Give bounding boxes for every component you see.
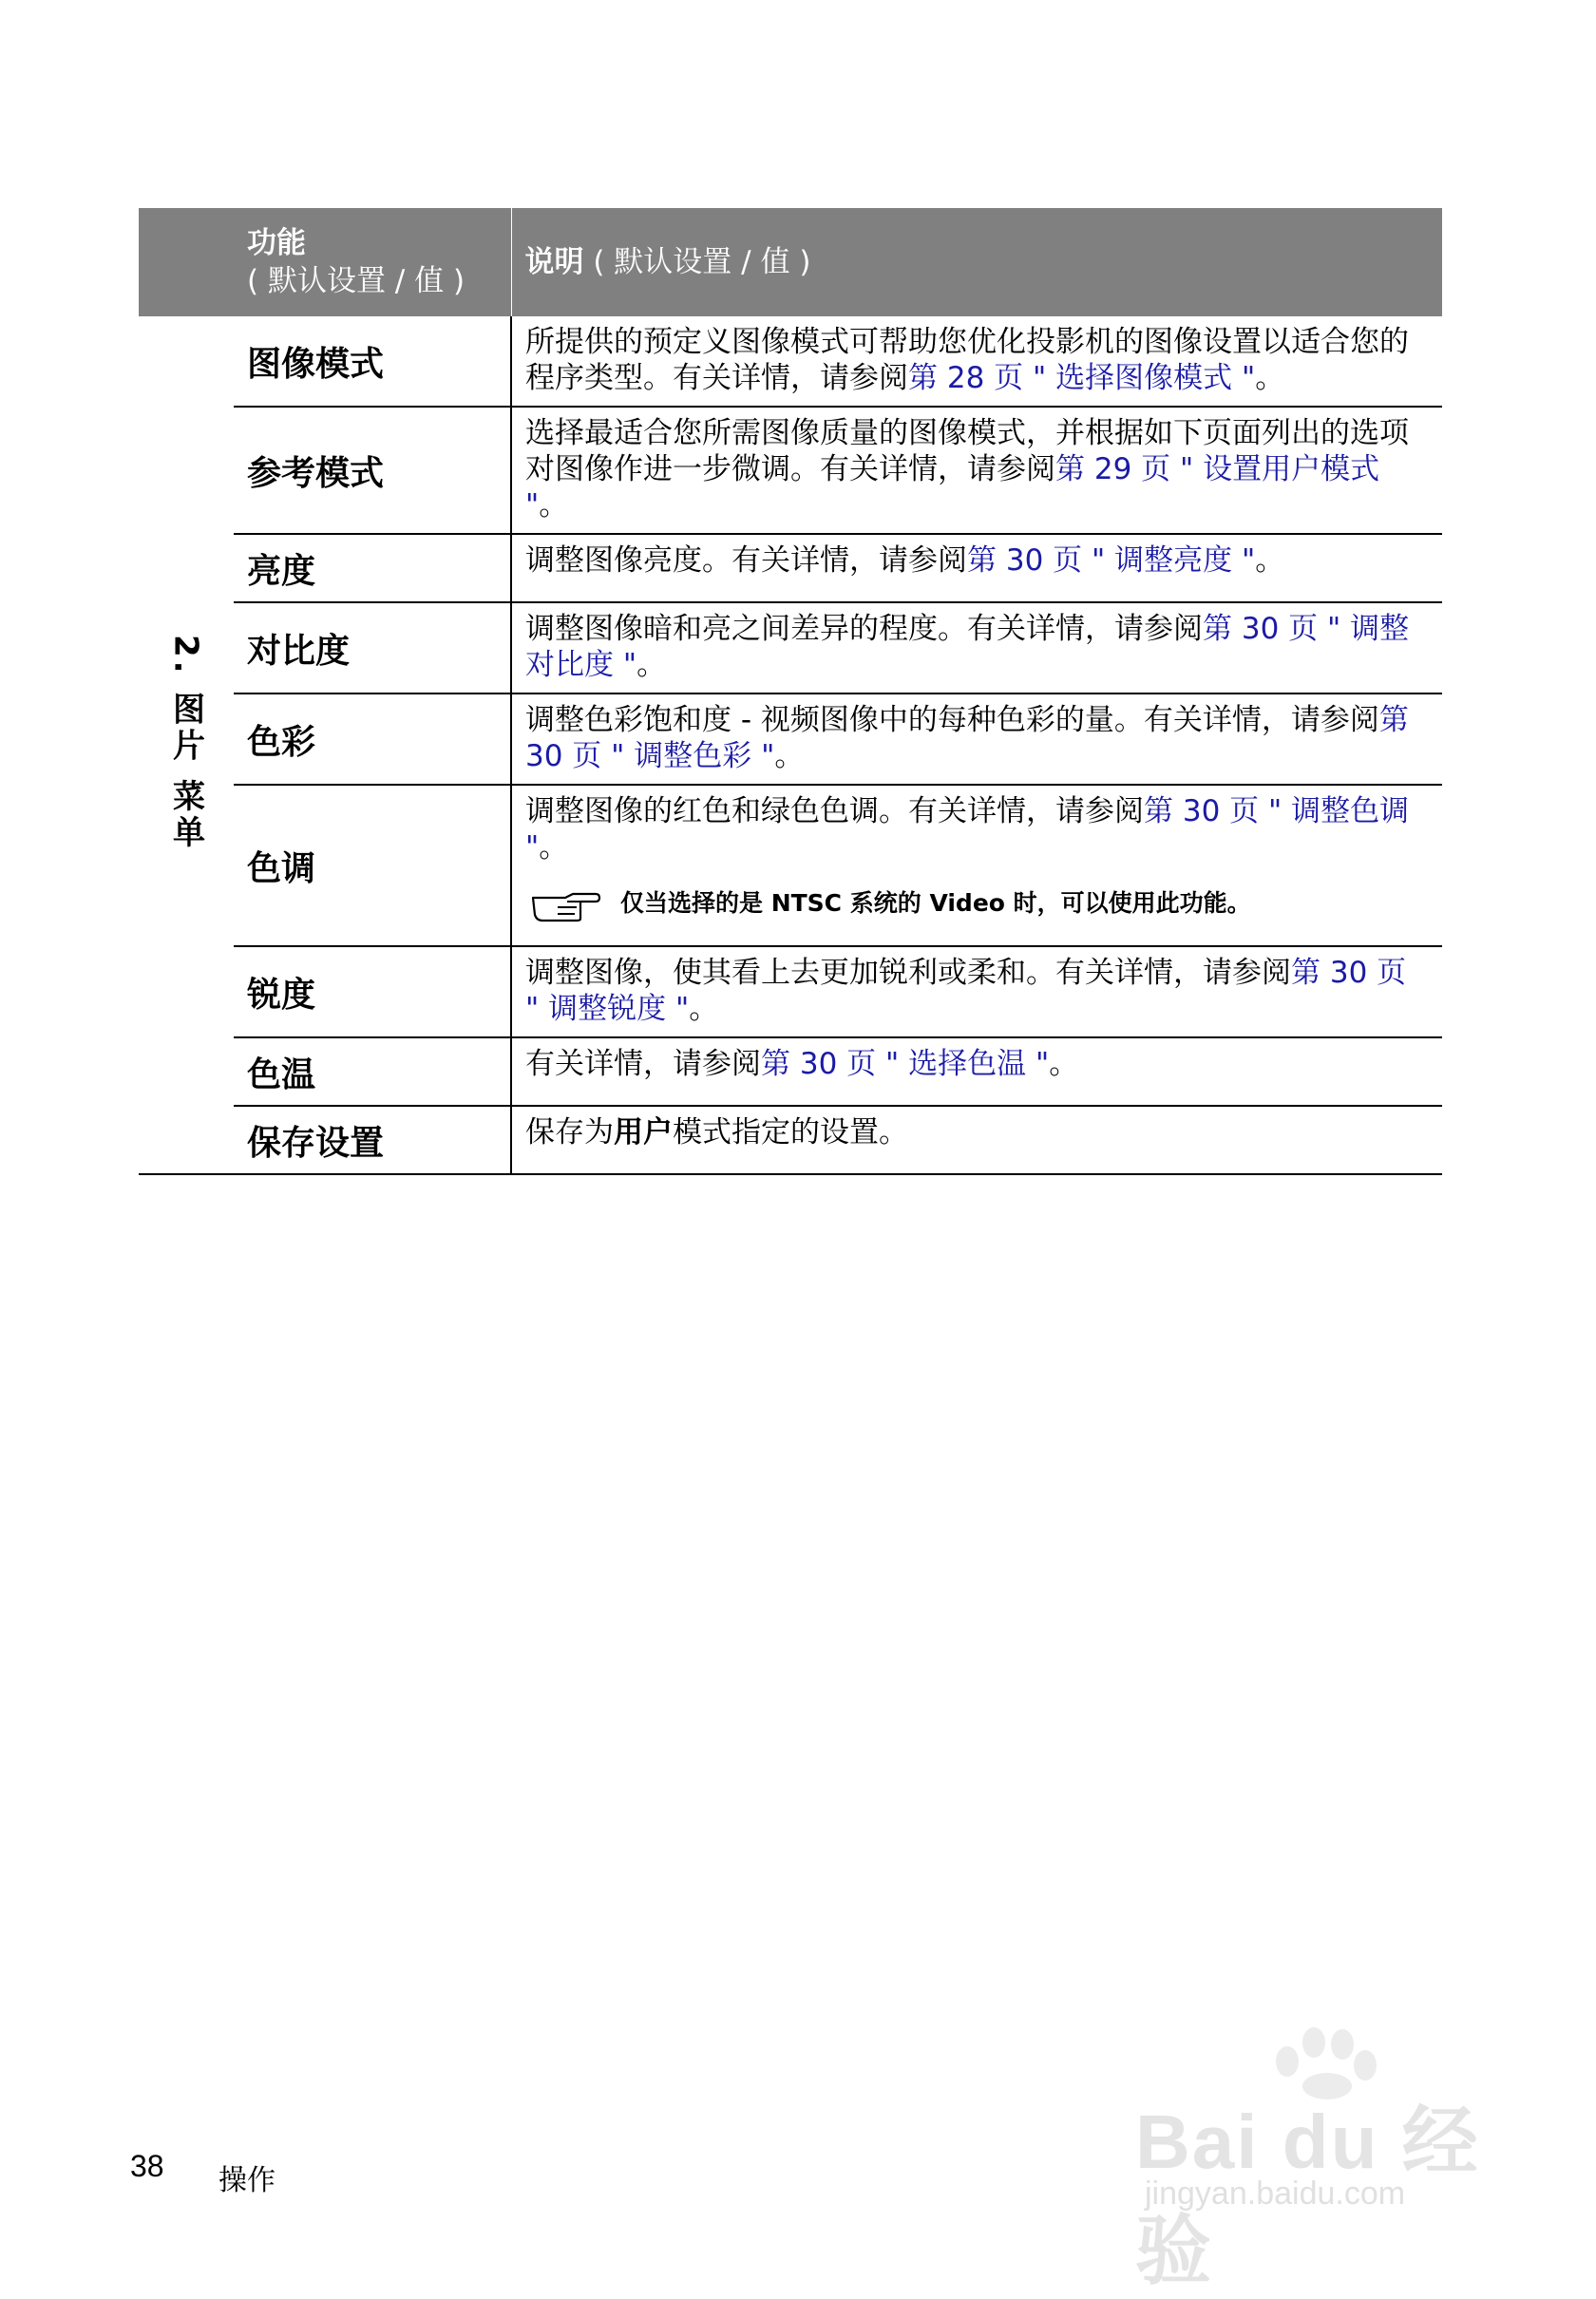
watermark — [1135, 2024, 1515, 2293]
section-label: 2. 图片 菜单 — [166, 634, 205, 852]
description-text: 有关详情，请参阅 — [525, 1047, 761, 1081]
section-side-cell — [139, 316, 234, 1174]
description-text: 调整图像暗和亮之间差异的程度。有关详情，请参阅 — [525, 612, 1203, 646]
description-text: 选择最适合您所需图像质量的图像模式，并根据如下页面列出的选项对图像作进一步微调。有关详情，请参阅 — [525, 416, 1409, 486]
note-block — [525, 884, 1429, 922]
function-name: 亮度 — [234, 534, 511, 602]
function-description — [511, 316, 1442, 407]
page-link[interactable]: 第 30 页 " 调整色彩 " — [525, 703, 1409, 773]
table-row — [139, 1106, 1442, 1174]
table-row — [139, 534, 1442, 602]
function-description — [511, 602, 1442, 694]
header-function-sub: ( 默认设置 / 值 ) — [247, 264, 466, 298]
watermark-brand: Bai du 经验 — [1135, 2100, 1480, 2293]
description-text: 调整图像的红色和绿色色调。有关详情，请参阅 — [525, 794, 1144, 828]
page-link[interactable]: 第 28 页 " 选择图像模式 " — [908, 361, 1256, 395]
description-end: 。 — [539, 488, 569, 522]
description-end: 。 — [1255, 543, 1285, 578]
description-text: 调整色彩饱和度 - 视频图像中的每种色彩的量。有关详情，请参阅 — [525, 703, 1379, 737]
page-link[interactable]: 第 29 页 " 设置用户模式 " — [525, 452, 1380, 522]
page-link[interactable]: 第 30 页 " 调整锐度 " — [525, 956, 1407, 1026]
page-link[interactable]: 第 30 页 " 调整色调 " — [525, 794, 1410, 864]
picture-menu-table — [139, 208, 1442, 1175]
function-name: 保存设置 — [234, 1106, 511, 1174]
table-row — [139, 602, 1442, 694]
description-end: 。 — [539, 830, 569, 864]
description-end: 。 — [774, 739, 805, 773]
description-end: 。 — [689, 992, 719, 1026]
header-desc-title: 说明 — [524, 245, 584, 279]
pointing-hand-icon — [529, 884, 601, 922]
description-text: 调整图像，使其看上去更加锐利或柔和。有关详情，请参阅 — [525, 956, 1291, 990]
page-number: 38 — [130, 2149, 164, 2183]
table-row — [139, 785, 1442, 946]
function-description — [511, 407, 1442, 534]
function-description — [511, 694, 1442, 785]
note-text: 仅当选择的是 NTSC 系统的 Video 时，可以使用此功能。 — [620, 889, 1251, 917]
header-description — [511, 208, 1442, 316]
function-name: 锐度 — [234, 946, 511, 1037]
table-row — [139, 407, 1442, 534]
table-row — [139, 1037, 1442, 1106]
function-description — [511, 1037, 1442, 1106]
description-text: 保存为 — [525, 1115, 614, 1150]
table-row — [139, 946, 1442, 1037]
function-description — [511, 946, 1442, 1037]
user-mode-term: 用户 — [614, 1115, 673, 1150]
description-text: 所提供的预定义图像模式可帮助您优化投影机的图像设置以适合您的程序类型。有关详情，请参阅 — [525, 325, 1409, 395]
table-row — [139, 316, 1442, 407]
description-end: 。 — [636, 648, 667, 682]
watermark-url: jingyan.baidu.com — [1145, 2176, 1406, 2212]
function-description — [511, 785, 1442, 946]
function-name: 色彩 — [234, 694, 511, 785]
function-name: 参考模式 — [234, 407, 511, 534]
function-name: 色调 — [234, 785, 511, 946]
table-row — [139, 694, 1442, 785]
header-spacer — [139, 208, 234, 316]
function-name: 对比度 — [234, 602, 511, 694]
table-header-row — [139, 208, 1442, 316]
page-link[interactable]: 第 30 页 " 调整亮度 " — [967, 543, 1256, 578]
header-function-title: 功能 — [247, 226, 306, 260]
function-name: 图像模式 — [234, 316, 511, 407]
page-link[interactable]: 第 30 页 " 选择色温 " — [761, 1047, 1050, 1081]
description-end: 模式指定的设置。 — [673, 1115, 908, 1150]
function-description — [511, 534, 1442, 602]
page-link[interactable]: 第 30 页 " 调整对比度 " — [525, 612, 1410, 682]
description-text: 调整图像亮度。有关详情，请参阅 — [525, 543, 967, 578]
footer-section: 操作 — [218, 2164, 276, 2197]
description-end: 。 — [1255, 361, 1285, 395]
description-end: 。 — [1049, 1047, 1079, 1081]
header-function — [234, 208, 511, 316]
header-desc-sub: ( 默认设置 / 值 ) — [593, 245, 811, 279]
function-description — [511, 1106, 1442, 1174]
function-name: 色温 — [234, 1037, 511, 1106]
